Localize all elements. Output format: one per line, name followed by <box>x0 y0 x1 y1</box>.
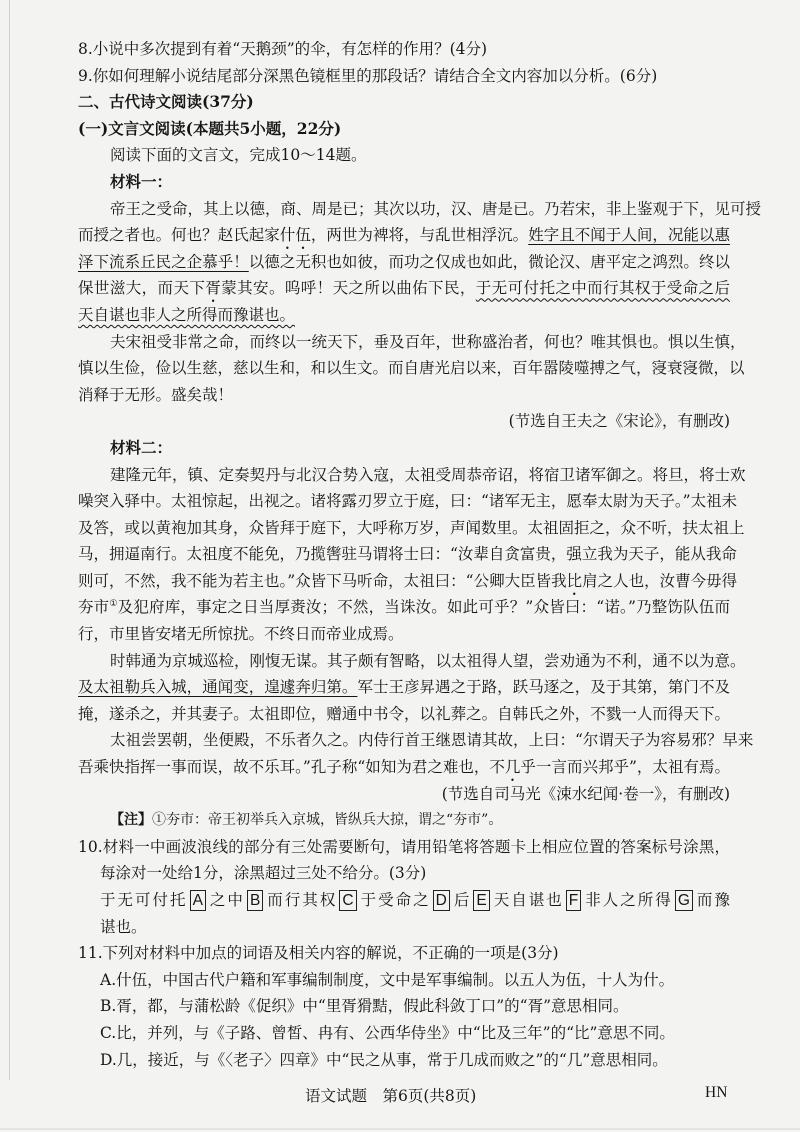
answer-box-option[interactable]: G <box>675 890 693 911</box>
text-segment: 吾乘快指挥一事而误，故不乐耳。”孔子称“如知为君之难也，不 <box>78 758 505 777</box>
text-segment: 伍 <box>295 226 311 245</box>
text-segment: 阅读下面的文言文，完成10～14题。 <box>110 146 367 165</box>
text-segment: ①夯市：帝王初举兵入京城，皆纵兵大掠，谓之“夯市”。 <box>152 812 503 829</box>
passage-line <box>0 674 730 701</box>
text-segment: 蒙其安。呜呼！天之所以曲佑下民， <box>221 279 476 298</box>
text-segment: 乎一言而兴邦乎”，太祖有焉。 <box>520 758 730 777</box>
passage-line <box>0 727 754 754</box>
text-segment: A.什伍，中国古代户籍和军事编制制度，文中是军事编制。以五人为伍，十人为什。 <box>100 970 675 989</box>
text-segment: 及太祖勒兵入城，通闻变，遑遽奔归第。 <box>78 678 358 697</box>
text-segment: 什 <box>279 226 296 245</box>
text-segment: ① <box>109 599 118 610</box>
text-segment: 慎以生俭，俭以生慈，慈以生和，和以生文。而自唐光启以来，百年嚣陵噬搏之气，寖衰寖微，以 <box>78 359 745 378</box>
text-segment: 以德之无积也如彼，而功之仅成也如此，微论汉、唐平定之鸿烈。终以 <box>248 252 730 271</box>
passage-line <box>0 302 730 329</box>
answer-box-option[interactable]: B <box>247 890 263 911</box>
answer-box-option[interactable]: A <box>190 890 206 911</box>
page-footer-code: HN <box>705 1084 728 1101</box>
material-1-label <box>0 169 730 196</box>
text-segment: ，两世为裨将，与乱世相浮沉。 <box>310 226 529 245</box>
passage-line <box>0 621 730 648</box>
text-segment: 及答，或以黄袍加其身，众皆拜于庭下，大呼称万岁，声闻数里。太祖固拒之，众不听，扶太祖上 <box>78 518 745 537</box>
text-segment: 而豫 <box>694 891 730 909</box>
source-citation <box>0 781 730 808</box>
text-segment: (节选自司马光《涑水纪闻·卷一》，有删改) <box>441 784 730 803</box>
text-segment: 时韩通为京城巡检，刚愎无谋。其子颇有智略，以太祖得人望，尝劝通为不利，通不以为意。 <box>110 651 746 670</box>
passage-line <box>0 196 762 223</box>
answer-box-option[interactable]: C <box>339 890 356 911</box>
answer-box-option[interactable]: D <box>433 890 450 911</box>
text-segment: 几 <box>504 758 521 777</box>
passage-line <box>0 329 746 356</box>
text-segment: (一)文言文阅读(本题共5小题，22分) <box>78 118 342 138</box>
passage-line <box>0 462 746 489</box>
text-segment: 非人之所得 <box>583 891 673 909</box>
text-segment: 而授之者也。何也？赵氏起家 <box>78 226 280 245</box>
text-segment: 于无可付托 <box>100 891 188 909</box>
text-segment: 马，拥逼南行。太祖度不能免，乃揽辔驻马谓将士曰：“汝辈自贪富贵，强立我为天子，能从我命 <box>78 545 737 564</box>
page-footer-label: 语文试题 第6页(共8页) <box>305 1087 477 1105</box>
passage-line <box>0 701 730 728</box>
text-segment: 则可，不然，我不能为若主也。”众皆下马听命，太祖曰：“公卿大臣皆我 <box>78 571 567 590</box>
text-segment: 胥 <box>205 279 222 298</box>
text-segment: D.几，接近，与《〈老子〉四章》中“民之从事，常于几成而败之”的“几”意思相同。 <box>100 1050 668 1069</box>
text-segment: 材料一： <box>110 171 173 191</box>
option-a <box>0 967 730 994</box>
text-segment: 掩，遂杀之，并其妻子。太祖即位，赠通中书令，以礼葬之。自韩氏之外，不戮一人而得天下。 <box>78 704 730 723</box>
passage-line <box>0 515 745 542</box>
text-segment: 建隆元年，镇、定奏契丹与北汉合势入寇，太祖受周恭帝诏，将宿卫诸军御之。将旦，将士欢 <box>110 465 746 484</box>
text-segment: 军士王彦昇遇之于路，跃马逐之，及于其第，第门不及 <box>357 678 730 697</box>
passage-line <box>0 488 738 515</box>
text-segment: 泽下流系丘民之企慕乎！ <box>78 252 249 271</box>
text-segment: 肩之人也，汝曹今毋得 <box>582 571 738 590</box>
passage-line <box>0 222 730 249</box>
text-segment: 及犯府库，事定之日当厚赉汝；不然，当诛汝。如此可乎？”众皆曰：“诺。”乃整饬队伍而 <box>117 598 730 617</box>
text-segment: 10.材料一中画波浪线的部分有三处需要断句，请用铅笔将答题卡上相应位置的答案标号涂黑， <box>78 837 730 856</box>
section-heading <box>0 89 730 116</box>
text-segment: 【注】 <box>110 812 152 829</box>
text-segment: 9.你如何理解小说结尾部分深黑色镜框里的那段话？请结合全文内容加以分析。(6分) <box>78 66 658 85</box>
question-9 <box>0 63 730 90</box>
scan-bottom-edge <box>0 1128 800 1130</box>
text-segment: 于受命之 <box>358 891 431 909</box>
text-segment: 天自谌也 <box>491 891 564 909</box>
passage-line <box>0 382 730 409</box>
question-10 <box>0 914 730 941</box>
option-b <box>0 993 730 1020</box>
passage-line <box>0 249 730 276</box>
passage-line <box>0 541 737 568</box>
passage-line <box>0 568 738 595</box>
answer-box-option[interactable]: E <box>473 890 489 911</box>
text-segment: 于无可付托之中而行其权于受命之后 <box>475 279 730 298</box>
question-10 <box>0 834 730 861</box>
text-segment: 后 <box>451 891 472 909</box>
passage-line <box>0 355 745 382</box>
passage-line <box>0 648 746 675</box>
text-segment: 而行其权 <box>265 891 338 909</box>
text-segment: 11.下列对材料中加点的词语及相关内容的解说，不正确的一项是(3分) <box>78 944 559 963</box>
text-segment: 谌也。 <box>100 917 147 936</box>
text-segment: 每涂对一处给1分，涂黑超过三处不给分。(3分) <box>100 864 427 883</box>
text-segment: 帝王之受命，其上以德，商、周是已；其次以功，汉、唐是已。乃若宋，非上鉴观于下，见可授 <box>110 199 762 218</box>
text-segment: 姓字且不闻于人间，况能以惠 <box>528 226 730 245</box>
question-10-options <box>0 887 730 914</box>
text-segment: 太祖尝罢朝，坐便殿，不乐者久之。内侍行首王继恩请其故，上曰：“尔谓天子为容易邪？早来 <box>110 731 754 750</box>
text-segment: 比 <box>566 571 583 590</box>
source-citation <box>0 408 730 435</box>
question-10 <box>0 860 730 887</box>
subsection-heading <box>0 116 730 143</box>
passage-line <box>0 275 730 302</box>
question-8 <box>0 36 730 63</box>
text-segment: 天自谌也非人之所得而豫谌也。 <box>78 305 296 324</box>
footnote <box>0 807 730 834</box>
option-d <box>0 1047 730 1074</box>
passage-line <box>0 754 730 781</box>
text-segment: 材料二： <box>110 437 173 457</box>
text-segment: 二、古代诗文阅读(37分) <box>78 92 254 112</box>
text-segment: 保世滋大，而天下 <box>78 279 206 298</box>
text-segment: 行，市里皆安堵无所惊扰。不终日而帝业成焉。 <box>78 625 404 644</box>
text-segment: 噪突入驿中。太祖惊起，出视之。诸将露刃罗立于庭，曰：“诸军无主，愿奉太尉为天子。”太祖未 <box>78 492 738 511</box>
material-2-label <box>0 435 730 462</box>
text-segment: C.比，并列，与《子路、曾皙、冉有、公西华侍坐》中“比及三年”的“比”意思不同。 <box>100 1023 675 1042</box>
instruction <box>0 142 730 169</box>
text-segment: 夫宋祖受非常之命，而终以一统天下，垂及百年，世称盛治者，何也？唯其惧也。惧以生慎， <box>110 332 746 351</box>
text-segment: 8.小说中多次提到有着“天鹅颈”的伞，有怎样的作用？(4分) <box>78 40 488 58</box>
text-segment: 之中 <box>207 891 245 909</box>
answer-box-option[interactable]: F <box>566 890 581 911</box>
text-segment: B.胥，都，与蒲松龄《促织》中“里胥猾黠，假此科敛丁口”的“胥”意思相同。 <box>100 997 629 1016</box>
text-segment: 夯市 <box>78 598 110 617</box>
text-segment: 消释于无形。盛矣哉！ <box>78 385 234 404</box>
text-segment: (节选自王夫之《宋论》，有删改) <box>508 412 730 431</box>
question-11 <box>0 940 730 967</box>
option-c <box>0 1020 730 1047</box>
passage-line <box>0 594 730 621</box>
exam-page-body <box>0 36 800 1073</box>
